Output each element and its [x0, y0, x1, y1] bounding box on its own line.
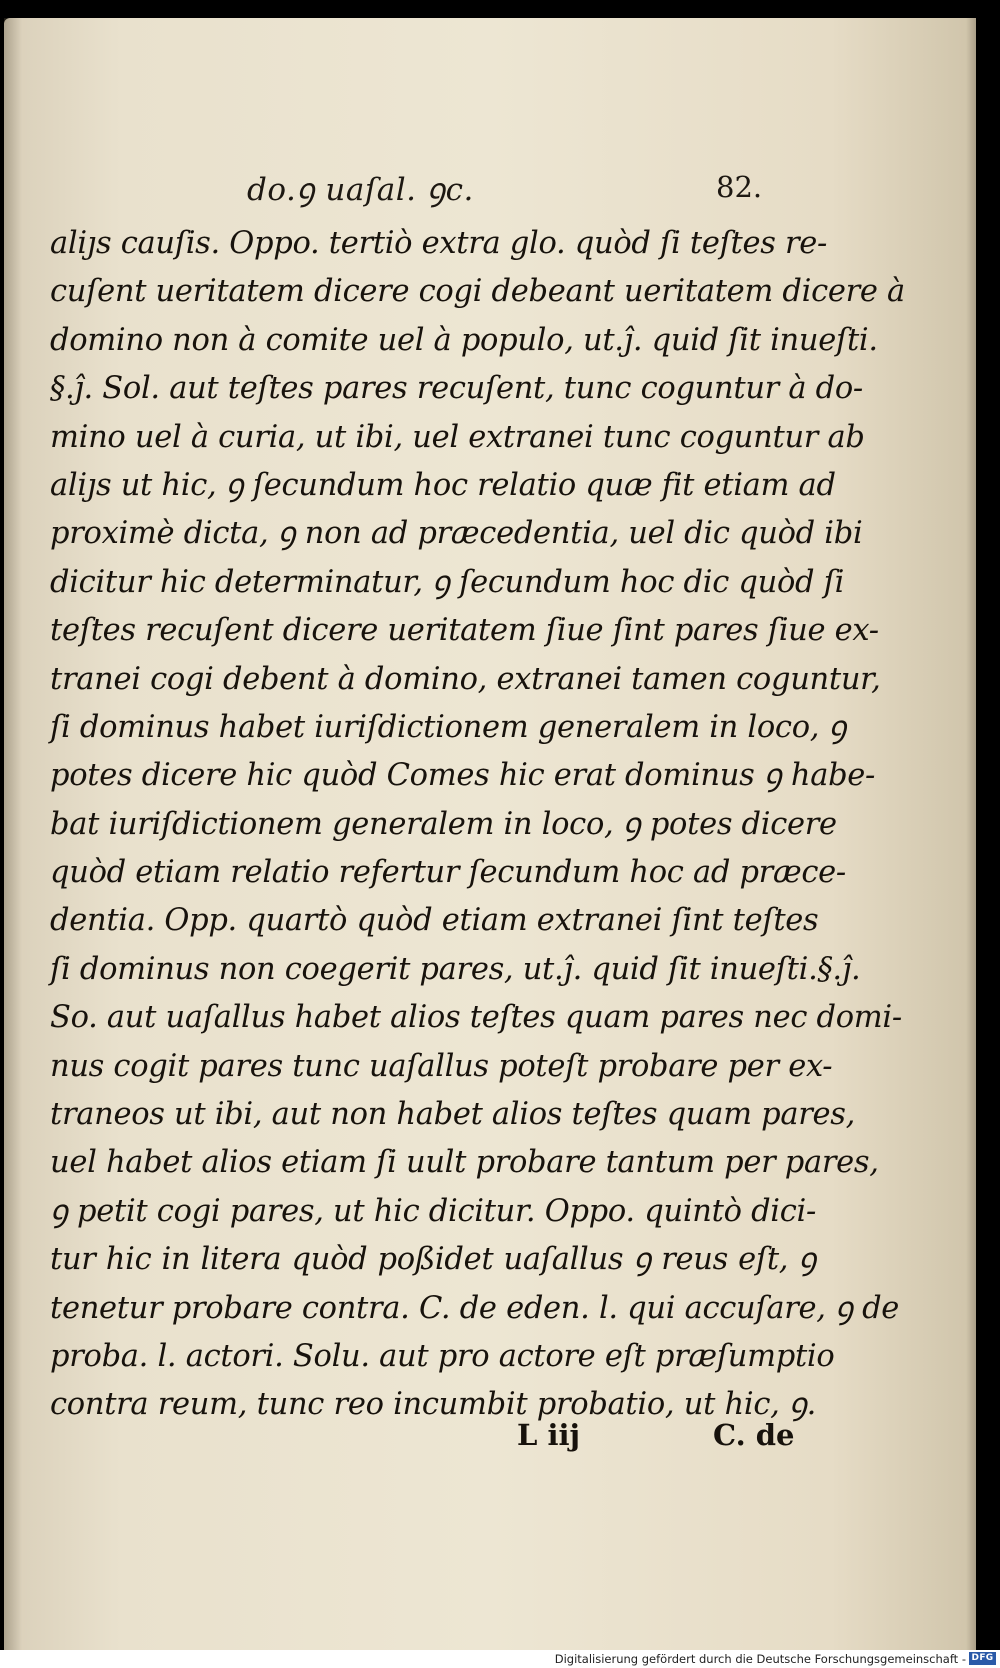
text-line: tur hic in litera quòd poßidet uaſallus ꝯ reus eſt, ꝯ [50, 1242, 816, 1278]
catchword: C. de [713, 1418, 795, 1452]
text-line: ſi dominus non coegerit pares, ut.ĵ. quid ſit inueſti.§.ĵ. [50, 951, 861, 987]
text-line: §.ĵ. Sol. aut teſtes pares recuſent, tunc coguntur à do- [50, 371, 863, 407]
dfg-logo: DFG [969, 1652, 996, 1665]
text-line: dicitur hic determinatur, ꝯ ſecundum hoc dic quòd ſi [50, 564, 845, 600]
text-line: dentia. Opp. quartò quòd etiam extranei ſint teſtes [50, 903, 819, 939]
text-line: tranei cogi debent à domino, extranei tamen coguntur, [50, 661, 881, 697]
funding-credit: Digitalisierung gefördert durch die Deutsche Forschungsgemeinschaft - [554, 1652, 966, 1666]
text-line: potes dicere hic quòd Comes hic erat dominus ꝯ habe- [50, 758, 876, 794]
text-line: proba. l. actori. Solu. aut pro actore eſt præſumptio [50, 1338, 835, 1374]
text-line: traneos ut ibi, aut non habet alios teſtes quam pares, [50, 1097, 856, 1133]
running-head-title: do.ꝯ uaſal. ꝯc. [247, 172, 474, 208]
book-page [4, 18, 976, 1650]
text-line: bat iuriſdictionem generalem in loco, ꝯ potes dicere [50, 806, 837, 842]
text-line: aliȷs cauſis. Oppo. tertiò extra glo. quòd ſi teſtes re- [50, 226, 828, 261]
text-line: teſtes recuſent dicere ueritatem ſiue ſint pares ſiue ex- [50, 613, 879, 649]
text-line: contra reum, tunc reo incumbit probatio, ut hic, ꝯ. [50, 1387, 816, 1423]
text-line: quòd etiam relatio refertur ſecundum hoc ad præce- [50, 855, 846, 891]
text-line: mino uel à curia, ut ibi, uel extranei tunc coguntur ab [50, 419, 865, 455]
text-line: So. aut uaſallus habet alios teſtes quam pares nec domi- [50, 1000, 902, 1036]
page-foot [4, 1418, 976, 1462]
text-line: tenetur probare contra. C. de eden. l. qui accuſare, ꝯ de [50, 1290, 900, 1326]
text-line: cuſent ueritatem dicere cogi debeant ueritatem dicere à [50, 274, 905, 310]
text-line: domino non à comite uel à populo, ut.ĵ. quid ſit inueſti. [50, 322, 878, 358]
text-line: proximè dicta, ꝯ non ad præcedentia, uel dic quòd ibi [50, 516, 863, 552]
body-text [50, 220, 905, 1430]
folio-number: 82. [716, 170, 763, 204]
text-line: nus cogit pares tunc uaſallus poteſt probare per ex- [50, 1048, 833, 1084]
digitization-footer [0, 1650, 1000, 1668]
text-line: uel habet alios etiam ſi uult probare tantum per pares, [50, 1145, 879, 1181]
text-line: ꝯ petit cogi pares, ut hic dicitur. Oppo. quintò dici- [50, 1193, 816, 1229]
signature-mark: L iij [517, 1418, 581, 1452]
running-head [4, 168, 976, 218]
page-edge [966, 18, 976, 1650]
gutter-shadow [4, 18, 22, 1650]
text-line: ſi dominus habet iuriſdictionem generalem in loco, ꝯ [50, 709, 847, 745]
text-line: aliȷs ut hic, ꝯ ſecundum hoc relatio quæ fit etiam ad [50, 467, 836, 503]
